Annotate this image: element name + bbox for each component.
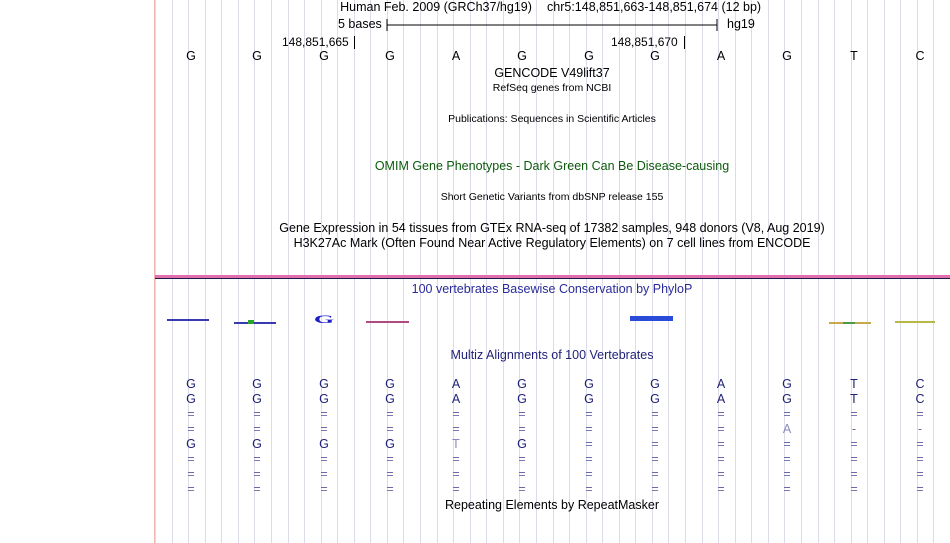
alignment-base: =	[916, 467, 924, 481]
omim-phenotypes-title[interactable]: OMIM Gene Phenotypes - Dark Green Can Be Disease-causing	[374, 159, 730, 173]
track-labels	[0, 0, 154, 543]
alignment-base: =	[452, 467, 460, 481]
base-letter: G	[385, 49, 395, 63]
grid-line	[702, 0, 703, 543]
alignment-base: =	[386, 452, 394, 466]
grid-line	[818, 0, 819, 543]
grid-line	[619, 0, 620, 543]
h3k27ac-title[interactable]: H3K27Ac Mark (Often Found Near Active Regulatory Elements) on 7 cell lines from ENCODE	[293, 236, 811, 250]
alignment-base: A	[716, 392, 726, 406]
cons-mark-4	[366, 321, 409, 323]
alignment-base: =	[320, 422, 328, 436]
alignment-base: =	[187, 482, 195, 496]
coord-left-tick	[354, 36, 355, 49]
base-letter: A	[451, 49, 461, 63]
alignment-base: G	[517, 392, 527, 406]
grid-line	[801, 0, 802, 543]
alignment-base: =	[850, 467, 858, 481]
grid-line	[735, 0, 736, 543]
grid-line	[867, 0, 868, 543]
alignment-base: =	[916, 407, 924, 421]
alignment-base: =	[783, 452, 791, 466]
grid-line	[172, 0, 173, 543]
alignment-base: =	[850, 407, 858, 421]
conservation-logo-track	[155, 306, 950, 332]
cons-logo-g: G	[313, 312, 335, 326]
base-letter: A	[716, 49, 726, 63]
alignment-base: =	[651, 482, 659, 496]
alignment-base: =	[253, 467, 261, 481]
base-letter: T	[850, 49, 858, 63]
publications-title[interactable]: Publications: Sequences in Scientific Articles	[448, 113, 656, 125]
scale-text: 5 bases	[338, 17, 382, 31]
alignment-base: =	[717, 437, 725, 451]
alignment-base: =	[320, 482, 328, 496]
alignment-base: =	[452, 452, 460, 466]
grid-line	[304, 0, 305, 543]
coord-right-tick	[684, 36, 685, 49]
alignment-base: G	[385, 437, 395, 451]
alignment-base: G	[319, 377, 329, 391]
alignment-base: =	[518, 422, 526, 436]
alignment-base: -	[851, 422, 857, 436]
alignment-base: A	[451, 392, 461, 406]
alignment-base: T	[850, 392, 858, 406]
alignment-base: =	[386, 482, 394, 496]
alignment-base: =	[916, 437, 924, 451]
alignment-base: C	[915, 392, 925, 406]
alignment-base: =	[253, 407, 261, 421]
grid-line	[635, 0, 636, 543]
grid-line	[933, 0, 934, 543]
alignment-base: =	[187, 422, 195, 436]
alignment-base: =	[916, 482, 924, 496]
alignment-base: -	[917, 422, 923, 436]
scale-bar	[385, 17, 725, 33]
alignment-base: =	[452, 482, 460, 496]
alignment-base: G	[319, 437, 329, 451]
alignment-base: G	[186, 392, 196, 406]
position-text: chr5:148,851,663-148,851,674 (12 bp)	[547, 0, 762, 14]
alignment-base: G	[650, 377, 660, 391]
alignment-base: G	[584, 377, 594, 391]
base-letter: G	[319, 49, 329, 63]
alignment-base: G	[319, 392, 329, 406]
alignment-base: A	[451, 377, 461, 391]
alignment-base: =	[518, 467, 526, 481]
alignment-base: =	[585, 452, 593, 466]
grid-line	[437, 0, 438, 543]
alignment-base: =	[783, 482, 791, 496]
alignment-base: =	[850, 482, 858, 496]
alignment-base: =	[386, 407, 394, 421]
alignment-base: G	[782, 377, 792, 391]
grid-line	[271, 0, 272, 543]
short-variants-title[interactable]: Short Genetic Variants from dbSNP release 155	[440, 191, 664, 203]
base-letter: G	[650, 49, 660, 63]
phylop-title[interactable]: 100 vertebrates Basewise Conservation by PhyloP	[411, 282, 693, 296]
alignment-base: =	[585, 437, 593, 451]
alignment-base: A	[716, 377, 726, 391]
alignment-base: G	[517, 377, 527, 391]
alignment-base: =	[320, 407, 328, 421]
cons-mark-2-green	[248, 320, 254, 324]
grid-line	[685, 0, 686, 543]
cons-mark-11-green	[843, 322, 855, 324]
alignment-base: =	[651, 422, 659, 436]
alignment-base: =	[187, 452, 195, 466]
coord-right: 148,851,670	[611, 35, 678, 49]
alignment-base: =	[916, 452, 924, 466]
base-letter: G	[186, 49, 196, 63]
cons-mark-2	[234, 322, 276, 324]
alignment-base: =	[253, 422, 261, 436]
grid-line	[470, 0, 471, 543]
alignment-base: =	[651, 407, 659, 421]
alignment-base: =	[253, 452, 261, 466]
alignment-base: G	[584, 392, 594, 406]
grid-line	[768, 0, 769, 543]
grid-line	[834, 0, 835, 543]
grid-line	[403, 0, 404, 543]
alignment-base: =	[253, 482, 261, 496]
alignment-base: A	[782, 422, 792, 436]
base-letter: G	[584, 49, 594, 63]
alignment-base: =	[187, 407, 195, 421]
assembly-text: Human Feb. 2009 (GRCh37/hg19)	[340, 0, 532, 14]
alignment-base: =	[585, 407, 593, 421]
refseq-ncbi-title[interactable]: RefSeq genes from NCBI	[492, 82, 612, 94]
grid-line	[751, 0, 752, 543]
grid-line	[238, 0, 239, 543]
grid-line	[884, 0, 885, 543]
alignment-base: =	[651, 467, 659, 481]
grid-line	[354, 0, 355, 543]
alignment-base: =	[585, 467, 593, 481]
alignment-base: G	[782, 392, 792, 406]
alignment-base: =	[850, 452, 858, 466]
alignment-base: =	[783, 407, 791, 421]
alignment-base: =	[320, 467, 328, 481]
alignment-base: C	[915, 377, 925, 391]
alignment-base: G	[650, 392, 660, 406]
alignment-base: =	[651, 452, 659, 466]
grid-line	[420, 0, 421, 543]
alignment-base: G	[517, 437, 527, 451]
grid-line	[221, 0, 222, 543]
multiz-title[interactable]: Multiz Alignments of 100 Vertebrates	[450, 348, 654, 362]
alignment-base: =	[518, 482, 526, 496]
grid-line	[668, 0, 669, 543]
repeatmasker-title[interactable]: Repeating Elements by RepeatMasker	[444, 498, 660, 512]
alignment-base: G	[252, 392, 262, 406]
alignment-base: T	[850, 377, 858, 391]
cons-mark-12	[895, 321, 935, 323]
grid-line	[205, 0, 206, 543]
cons-mark-8	[630, 316, 673, 321]
alignment-base: =	[320, 452, 328, 466]
alignment-base: =	[717, 452, 725, 466]
alignment-base: G	[252, 437, 262, 451]
alignment-base: =	[187, 467, 195, 481]
base-letter: C	[915, 49, 925, 63]
coord-left: 148,851,665	[282, 35, 349, 49]
alignment-base: G	[385, 392, 395, 406]
alignment-base: =	[518, 452, 526, 466]
alignment-base: =	[452, 422, 460, 436]
alignment-base: G	[186, 377, 196, 391]
alignment-base: =	[585, 422, 593, 436]
alignment-base: =	[717, 482, 725, 496]
grid-line	[288, 0, 289, 543]
alignment-base: =	[783, 437, 791, 451]
alignment-base: G	[186, 437, 196, 451]
alignment-base: G	[252, 377, 262, 391]
grid-line	[486, 0, 487, 543]
alignment-base: =	[386, 422, 394, 436]
alignment-base: G	[385, 377, 395, 391]
grid-line	[337, 0, 338, 543]
cons-mark-1	[167, 319, 209, 321]
grid-line	[900, 0, 901, 543]
base-letter: G	[252, 49, 262, 63]
alignment-base: =	[386, 467, 394, 481]
gencode-title[interactable]: GENCODE V49lift37	[494, 66, 610, 80]
alignment-base: =	[518, 407, 526, 421]
grid-line	[155, 0, 156, 543]
alignment-base: =	[717, 407, 725, 421]
alignment-base: =	[651, 437, 659, 451]
grid-line	[370, 0, 371, 543]
alignment-base: =	[717, 467, 725, 481]
gtex-title[interactable]: Gene Expression in 54 tissues from GTEx RNA-seq of 17382 samples, 948 donors (V8, Aug 2019)	[279, 221, 825, 235]
alignment-base: =	[452, 407, 460, 421]
base-letter: G	[782, 49, 792, 63]
alignment-base: T	[452, 437, 460, 451]
h3k27ac-baseline	[155, 278, 950, 279]
alignment-base: =	[850, 437, 858, 451]
scale-db: hg19	[727, 17, 755, 31]
alignment-base: =	[783, 467, 791, 481]
alignment-base: =	[717, 422, 725, 436]
alignment-base: =	[585, 482, 593, 496]
base-letter: G	[517, 49, 527, 63]
